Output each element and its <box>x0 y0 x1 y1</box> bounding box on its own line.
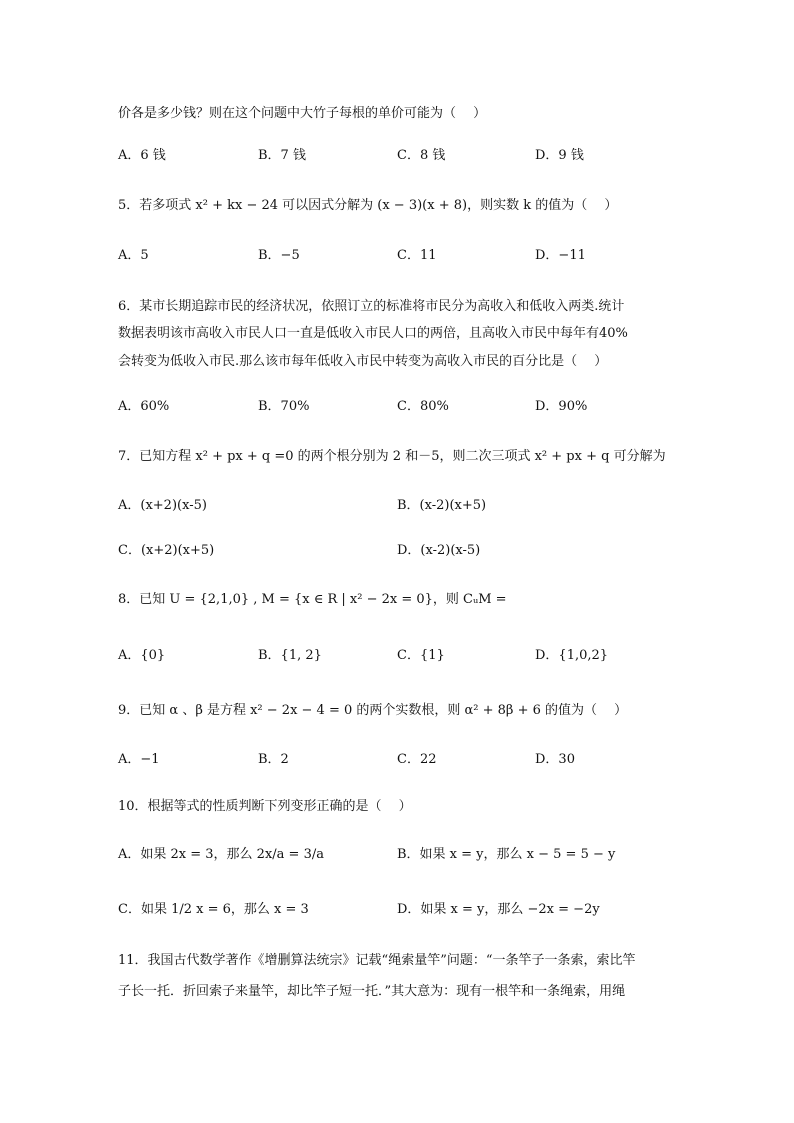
q6-option-d[interactable]: D．90% <box>535 399 588 414</box>
q10-text: 10．根据等式的性质判断下列变形正确的是（ ） <box>118 799 412 814</box>
q10-option-a[interactable]: A．如果 2x = 3，那么 2x/a = 3/a <box>118 847 324 862</box>
q7-option-d[interactable]: D．(x-2)(x-5) <box>397 543 481 558</box>
q9-option-b[interactable]: B．2 <box>258 752 289 767</box>
q6-option-b[interactable]: B．70% <box>258 399 310 414</box>
q6-options <box>118 396 678 418</box>
q9-option-c[interactable]: C．22 <box>397 752 437 767</box>
q11-text-line2: 子长一托．折回索子来量竿，却比竿子短一托．”其大意为：现有一根竿和一条绳索，用绳 <box>118 984 626 999</box>
q10-option-b[interactable]: B．如果 x = y，那么 x − 5 = 5 − y <box>397 847 616 862</box>
q10-options-row1 <box>118 844 678 866</box>
q6-text-line2: 数据表明该市高收入市民人口一直是低收入市民人口的两倍，且高收入市民中每年有40% <box>118 326 628 341</box>
q8-option-b[interactable]: B．{1, 2} <box>258 648 322 663</box>
q5-option-b[interactable]: B．−5 <box>258 248 300 263</box>
q7-options-row2 <box>118 540 678 562</box>
q6-option-a[interactable]: A．60% <box>118 399 170 414</box>
q5-option-a[interactable]: A．5 <box>118 248 149 263</box>
q4-option-a[interactable]: A．6 钱 <box>118 148 166 163</box>
q6-option-c[interactable]: C．80% <box>397 399 449 414</box>
q8-option-a[interactable]: A．{0} <box>118 648 166 663</box>
q8-option-d[interactable]: D．{1,0,2} <box>535 648 609 663</box>
q7-text: 7．已知方程 x² + px + q =0 的两个根分别为 2 和－5，则二次三项式 x² + px + q 可分解为 <box>118 449 666 464</box>
q5-option-c[interactable]: C．11 <box>397 248 437 263</box>
q11-text-line1: 11．我国古代数学著作《增删算法统宗》记载“绳索量竿”问题：“一条竿子一条索，索比竿 <box>118 953 636 968</box>
q5-text: 5．若多项式 x² + kx − 24 可以因式分解为 (x − 3)(x + 8)，则实数 k 的值为（ ） <box>118 198 618 213</box>
q8-text: 8．已知 U = {2,1,0} , M = {x ∈ R | x² − 2x = 0}，则 CᵤM = <box>118 592 507 607</box>
q6-text-line1: 6．某市长期追踪市民的经济状况，依照订立的标准将市民分为高收入和低收入两类.统计 <box>118 299 625 314</box>
q4-option-c[interactable]: C．8 钱 <box>397 148 446 163</box>
q10-option-c[interactable]: C．如果 1/2 x = 6，那么 x = 3 <box>118 902 309 917</box>
q7-option-b[interactable]: B．(x-2)(x+5) <box>397 498 487 513</box>
q9-option-a[interactable]: A．−1 <box>118 752 160 767</box>
q4-option-d[interactable]: D．9 钱 <box>535 148 584 163</box>
q4-option-b[interactable]: B．7 钱 <box>258 148 306 163</box>
q8-option-c[interactable]: C．{1} <box>397 648 445 663</box>
q7-option-c[interactable]: C．(x+2)(x+5) <box>118 543 215 558</box>
q4-options <box>118 145 678 167</box>
q9-text: 9．已知 α 、β 是方程 x² − 2x − 4 = 0 的两个实数根，则 α² + 8β + 6 的值为（ ） <box>118 703 628 718</box>
q5-option-d[interactable]: D．−11 <box>535 248 586 263</box>
q6-text-line3: 会转变为低收入市民.那么该市每年低收入市民中转变为高收入市民的百分比是（ ） <box>118 354 608 369</box>
q10-option-d[interactable]: D．如果 x = y，那么 −2x = −2y <box>397 902 600 917</box>
q9-option-d[interactable]: D．30 <box>535 752 575 767</box>
q5-options <box>118 245 678 267</box>
q7-option-a[interactable]: A．(x+2)(x-5) <box>118 498 207 513</box>
q10-options-row2 <box>118 899 678 921</box>
q4-tail-text: 价各是多少钱？则在这个问题中大竹子每根的单价可能为（ ） <box>118 106 487 121</box>
q7-options-row1 <box>118 495 678 517</box>
q9-options <box>118 749 678 771</box>
q8-options <box>118 645 678 667</box>
